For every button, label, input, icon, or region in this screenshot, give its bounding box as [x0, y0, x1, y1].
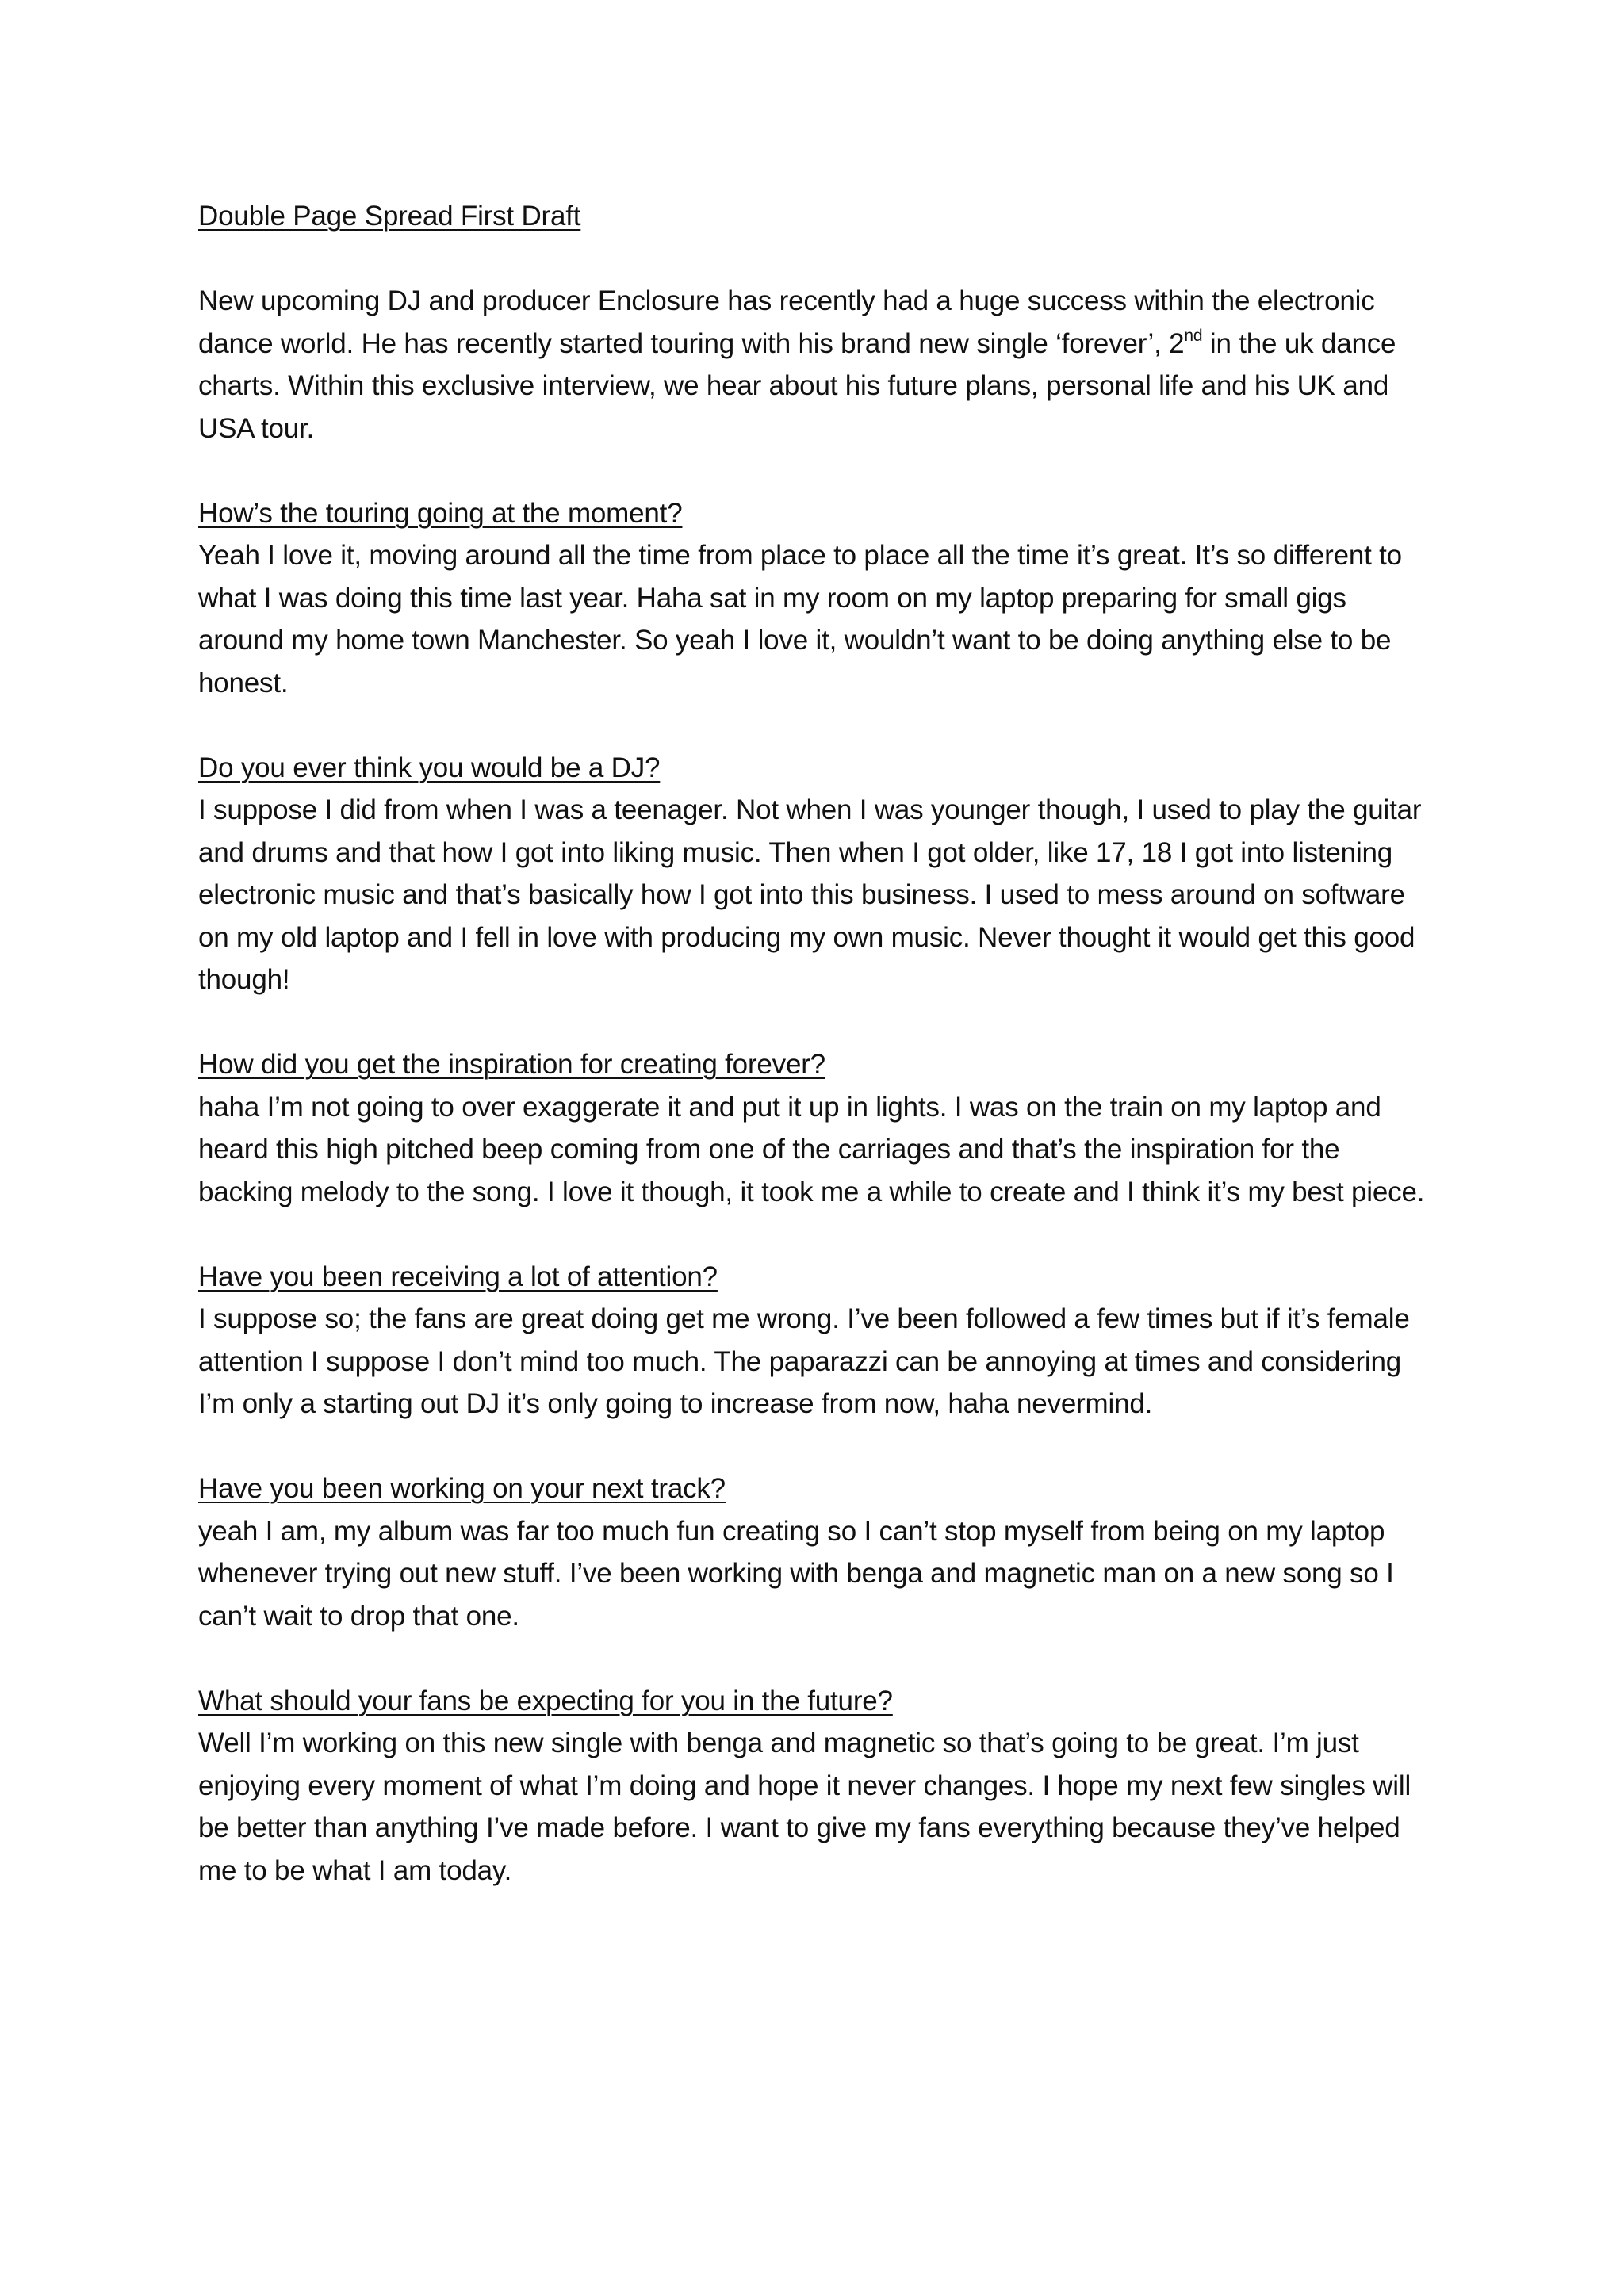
interview-question: Have you been receiving a lot of attention? — [198, 1261, 718, 1292]
interview-question: Do you ever think you would be a DJ? — [198, 752, 661, 783]
intro-paragraph — [198, 280, 1435, 450]
interview-question: Have you been working on your next track? — [198, 1473, 726, 1504]
paragraph-gap — [198, 450, 1435, 492]
interview-answer: Well I’m working on this new single with benga and magnetic so that’s going to be great. I’m just enjoying every moment of what I’m doing and hope it never changes. I hope my next few singles will be better than anything I’ve made before. I want to give my fans everything because they’ve helped me to be what I am today. — [198, 1728, 1411, 1886]
ordinal-suffix: nd — [1184, 326, 1203, 345]
interview-answer: Yeah I love it, moving around all the time from place to place all the time it’s great. It’s so different to what I was doing this time last year. Haha sat in my room on my laptop preparing for small gigs around my home town Manchester. So yeah I love it, wouldn’t want to be doing anything else to be honest. — [198, 540, 1402, 698]
document-title: Double Page Spread First Draft — [198, 201, 581, 232]
interview-question: How’s the touring going at the moment? — [198, 497, 683, 529]
paragraph-gap — [198, 1001, 1435, 1044]
interview-question: How did you get the inspiration for creating forever? — [198, 1049, 825, 1080]
paragraph-gap — [198, 704, 1435, 747]
paragraph-gap — [198, 1637, 1435, 1680]
interview-question: What should your fans be expecting for you in the future? — [198, 1685, 893, 1716]
paragraph-gap — [198, 1425, 1435, 1468]
interview-answer: yeah I am, my album was far too much fun creating so I can’t stop myself from being on my laptop whenever trying out new stuff. I’ve been working with benga and magnetic man on a new song so I can’t wait to drop that one. — [198, 1515, 1394, 1632]
intro-text-end: in the uk dance charts. Within this exclusive interview, we hear about his future plans, personal life and his UK and USA tour. — [198, 327, 1396, 444]
interview-answer: I suppose so; the fans are great doing get me wrong. I’ve been followed a few times but if it’s female attention I suppose I don’t mind too much. The paparazzi can be annoying at times and considering I’m only a starting out DJ it’s only going to increase from now, haha nevermind. — [198, 1303, 1410, 1419]
interview-answer: I suppose I did from when I was a teenager. Not when I was younger though, I used to play the guitar and drums and that how I got into liking music. Then when I got older, like 17, 18 I got into listening electronic music and that’s basically how I got into this business. I used to mess around on software on my old laptop and I fell in love with producing my own music. Never thought it would get this good though! — [198, 794, 1422, 995]
interview-answer: haha I’m not going to over exaggerate it and put it up in lights. I was on the train on my laptop and heard this high pitched beep coming from one of the carriages and that’s the inspiration for the backing melody to the song. I love it though, it took me a while to create and I think it’s my best piece. — [198, 1091, 1425, 1207]
paragraph-gap — [198, 1213, 1435, 1256]
paragraph-gap — [198, 238, 1435, 281]
intro-text-start: New upcoming DJ and producer Enclosure has recently had a huge success within the electronic dance world. He has recently started touring with his brand new single ‘forever’, 2 — [198, 285, 1375, 359]
document-body — [198, 195, 1435, 1892]
